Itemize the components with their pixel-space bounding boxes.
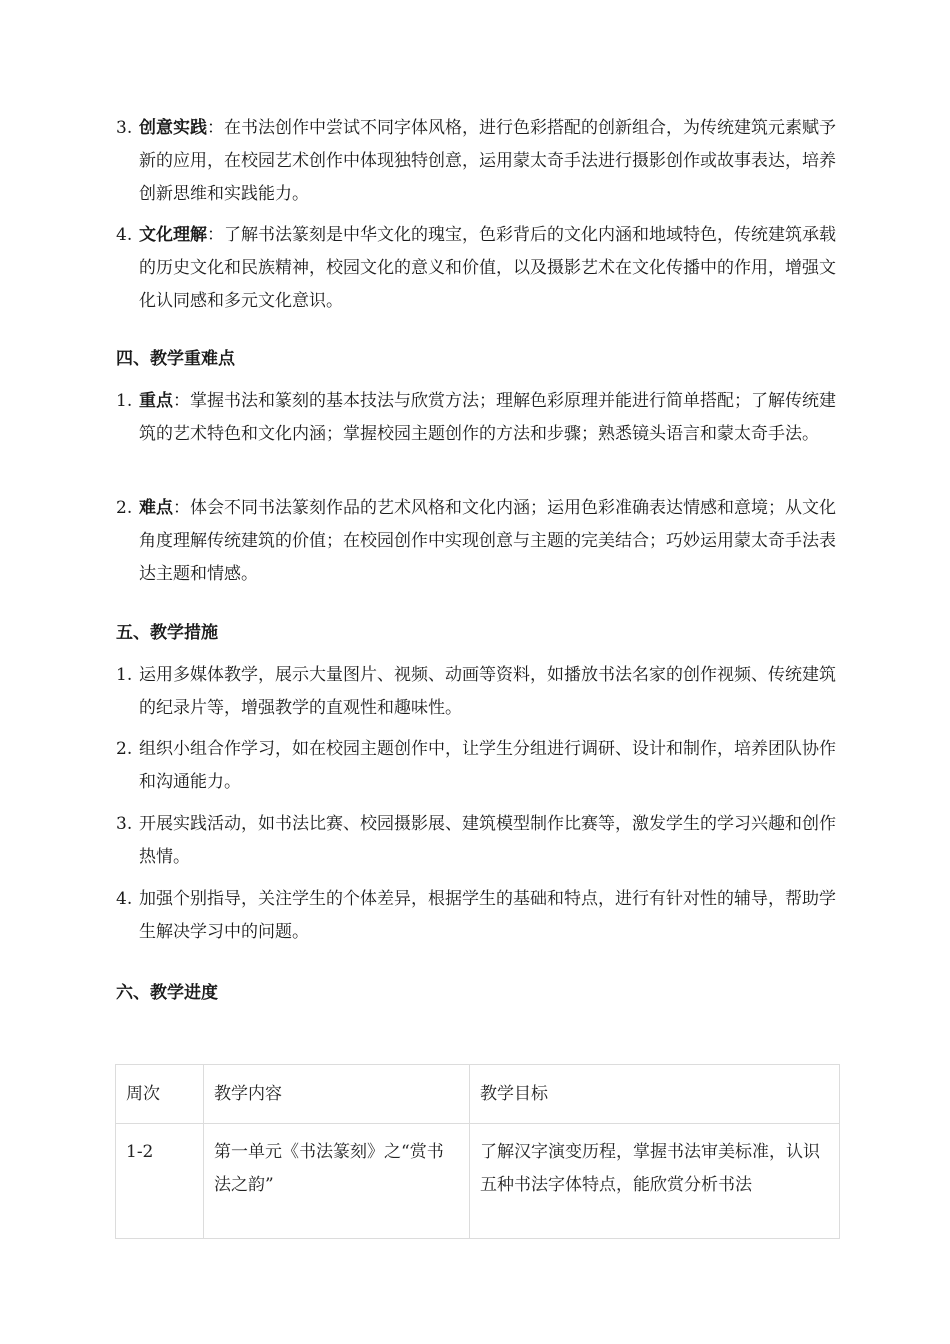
- list-item: [116, 492, 838, 591]
- table-cell: 了解汉字演变历程，掌握书法审美标准，认识五种书法字体特点，能欣赏分析书法: [470, 1124, 840, 1239]
- list-term: 创意实践: [139, 118, 207, 138]
- list-item: [116, 659, 846, 725]
- list-number: 4.: [116, 225, 133, 245]
- list-item: [116, 385, 838, 451]
- list-term: 文化理解: [139, 225, 207, 245]
- list-number: 1.: [116, 391, 133, 411]
- table-header-cell: 周次: [116, 1065, 204, 1124]
- list-item: [116, 883, 838, 949]
- list-item: [116, 808, 838, 874]
- list-number: 3.: [116, 814, 133, 834]
- table-cell: 1-2: [116, 1124, 204, 1239]
- list-text: 加强个别指导，关注学生的个体差异，根据学生的基础和特点，进行有针对性的辅导，帮助学生解决学习中的问题。: [139, 889, 836, 942]
- table-row: [116, 1124, 840, 1239]
- list-number: 2.: [116, 739, 133, 759]
- list-term: 难点: [139, 498, 173, 518]
- list-number: 1.: [116, 665, 133, 685]
- list-text: ：了解书法篆刻是中华文化的瑰宝，色彩背后的文化内涵和地域特色，传统建筑承载的历史文化和民族精神，校园文化的意义和价值，以及摄影艺术在文化传播中的作用，增强文化认同感和多元文化意识。: [139, 225, 836, 311]
- list-number: 4.: [116, 889, 133, 909]
- list-term: 重点: [139, 391, 173, 411]
- list-text: ：在书法创作中尝试不同字体风格，进行色彩搭配的创新组合，为传统建筑元素赋予新的应用，在校园艺术创作中体现独特创意，运用蒙太奇手法进行摄影创作或故事表达，培养创新思维和实践能力。: [139, 118, 836, 204]
- table-header-row: [116, 1065, 840, 1124]
- list-item: [116, 733, 838, 799]
- list-item: [116, 219, 838, 318]
- section-heading: 五、教学措施: [116, 623, 218, 643]
- list-text: ：体会不同书法篆刻作品的艺术风格和文化内涵；运用色彩准确表达情感和意境；从文化角度理解传统建筑的价值；在校园创作中实现创意与主题的完美结合；巧妙运用蒙太奇手法表达主题和情感。: [139, 498, 836, 584]
- list-number: 3.: [116, 118, 133, 138]
- table-header-cell: 教学目标: [470, 1065, 840, 1124]
- list-number: 2.: [116, 498, 133, 518]
- section-heading: 六、教学进度: [116, 983, 218, 1003]
- list-text: ：掌握书法和篆刻的基本技法与欣赏方法；理解色彩原理并能进行简单搭配；了解传统建筑的艺术特色和文化内涵；掌握校园主题创作的方法和步骤；熟悉镜头语言和蒙太奇手法。: [139, 391, 836, 444]
- table-cell: 第一单元《书法篆刻》之“赏书法之韵”: [204, 1124, 470, 1239]
- table-header-cell: 教学内容: [204, 1065, 470, 1124]
- list-item: [116, 112, 838, 211]
- list-text: 组织小组合作学习，如在校园主题创作中，让学生分组进行调研、设计和制作，培养团队协作和沟通能力。: [139, 739, 836, 792]
- list-text: 运用多媒体教学，展示大量图片、视频、动画等资料，如播放书法名家的创作视频、传统建筑的纪录片等，增强教学的直观性和趣味性。: [139, 665, 836, 718]
- schedule-table: [115, 1064, 840, 1239]
- section-heading: 四、教学重难点: [116, 349, 235, 369]
- list-text: 开展实践活动，如书法比赛、校园摄影展、建筑模型制作比赛等，激发学生的学习兴趣和创作热情。: [139, 814, 836, 867]
